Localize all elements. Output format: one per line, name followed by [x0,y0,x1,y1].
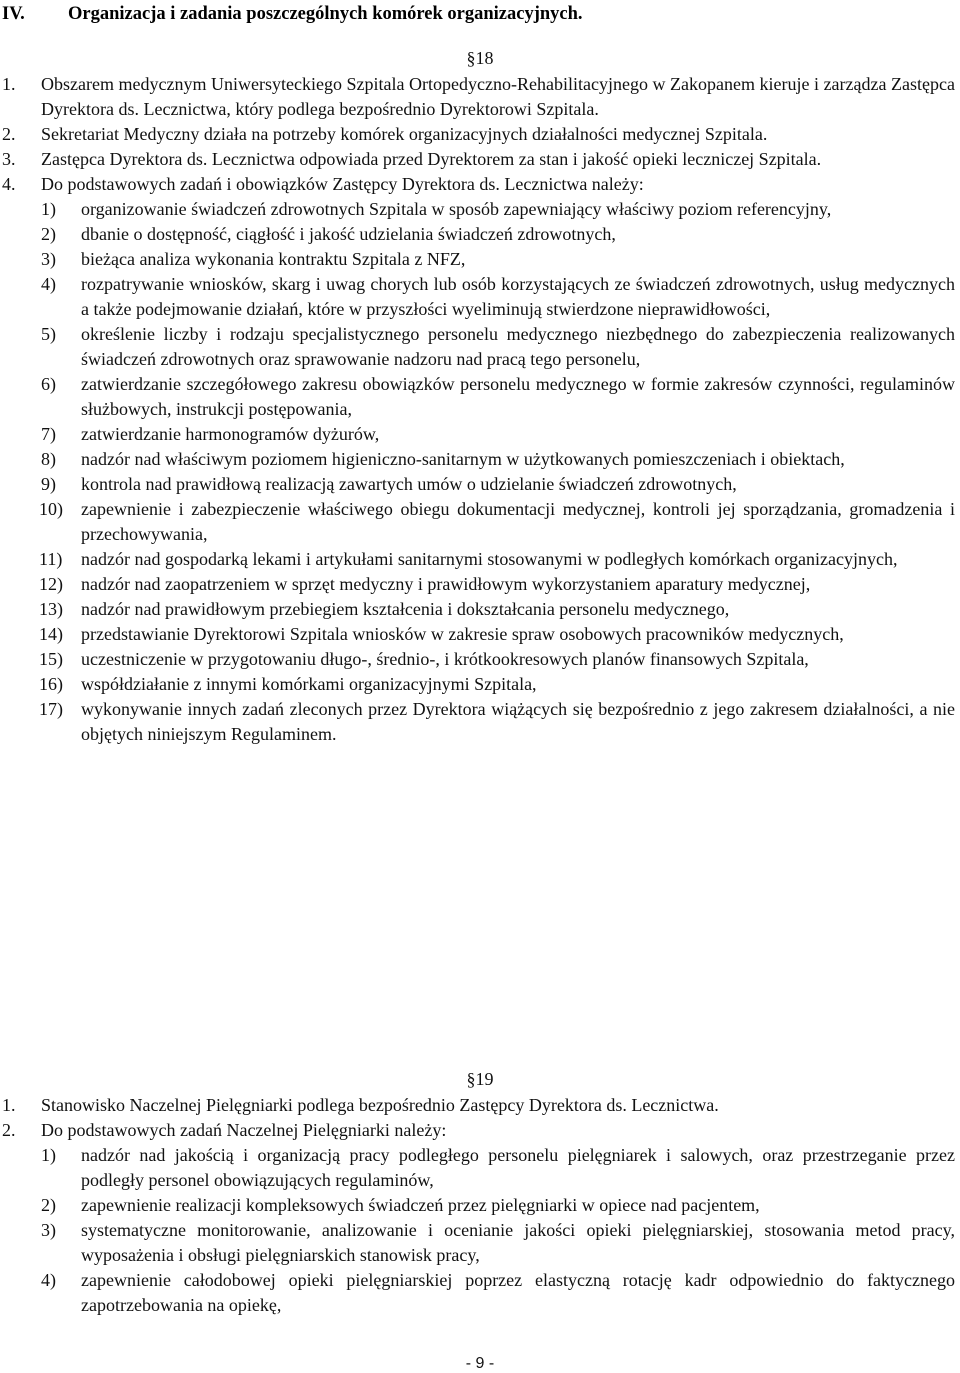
sub-item-number: 2) [41,1195,56,1215]
sub-item [2,547,955,572]
list-item [2,147,955,172]
sub-item [2,197,955,222]
sub-item-number: 7) [41,424,56,444]
sub-item [2,222,955,247]
list-item [2,122,955,147]
sub-item-text: kontrola nad prawidłową realizacją zawartych umów o udzielanie świadczeń zdrowotnych, [81,474,737,494]
sub-item-text: nadzór nad zaopatrzeniem w sprzęt medyczny i prawidłowym wykorzystaniem aparatury medycznej, [81,574,811,594]
list-item [2,72,955,122]
item-text: Do podstawowych zadań i obowiązków Zastępcy Dyrektora ds. Lecznictwa należy: [41,174,644,194]
sub-item [2,1218,955,1268]
sub-item-text: nadzór nad jakością i organizacją pracy podległego personelu pielęgniarek i salowych, oraz przestrzeganie przez podległy personel obowiązujących regulaminów, [81,1145,955,1190]
sub-item-number: 1) [41,199,56,219]
list-item [2,172,955,197]
sub-item-text: systematyczne monitorowanie, analizowanie i ocenianie jakości opieki pielęgniarskiej, stosowania metod pracy, wyposażenia i obsługi pielęgniarskich stanowisk pracy, [81,1220,955,1265]
sub-item-text: zapewnienie realizacji kompleksowych świadczeń przez pielęgniarki w opiece nad pacjentem, [81,1195,760,1215]
section-19-mark: §19 [466,1069,494,1089]
sub-item-number: 8) [41,449,56,469]
sub-item-text: nadzór nad właściwym poziomem higieniczno-sanitarnym w użytkowanych pomieszczeniach i obiektach, [81,449,845,469]
item-number: 1. [2,1095,16,1115]
sub-item-text: nadzór nad gospodarką lekami i artykułami sanitarnymi stosowanymi w podległych komórkach organizacyjnych, [81,549,898,569]
list-item [2,1093,955,1118]
item-number: 1. [2,74,16,94]
sub-item-text: nadzór nad prawidłowym przebiegiem kształcenia i dokształcania personelu medycznego, [81,599,730,619]
sub-item-number: 6) [41,374,56,394]
sub-item-number: 12) [39,574,63,594]
sub-item-number: 1) [41,1145,56,1165]
sub-item-number: 3) [41,1220,56,1240]
item-text: Do podstawowych zadań Naczelnej Pielęgniarki należy: [41,1120,447,1140]
sub-item [2,472,955,497]
sub-item-text: dbanie o dostępność, ciągłość i jakość udzielania świadczeń zdrowotnych, [81,224,616,244]
sub-item-text: organizowanie świadczeń zdrowotnych Szpitala w sposób zapewniający właściwy poziom referencyjny, [81,199,832,219]
sub-item-number: 17) [39,699,63,719]
sub-item [2,1143,955,1193]
sub-item [2,497,955,547]
sub-item [2,422,955,447]
sub-item-text: wykonywanie innych zadań zleconych przez Dyrektora wiążących się bezpośrednio z jego zakresem działalności, a nie objętych niniejszym Regulaminem. [81,699,955,744]
sub-item-text: uczestniczenie w przygotowaniu długo-, średnio-, i krótkookresowych planów finansowych Szpitala, [81,649,809,669]
sub-item-number: 14) [39,624,63,644]
page-number: - 9 - [465,1355,495,1372]
sub-item [2,572,955,597]
sub-item-text: bieżąca analiza wykonania kontraktu Szpitala z NFZ, [81,249,466,269]
sub-item [2,597,955,622]
item-text: Obszarem medycznym Uniwersyteckiego Szpitala Ortopedyczno-Rehabilitacyjnego w Zakopanem kieruje i zarządza Zastępca Dyrektora ds. Lecznictwa, który podlega bezpośrednio Dyrektorowi Szpitala. [41,74,955,119]
sub-item [2,1193,955,1218]
sub-item [2,697,955,747]
section-18-mark: §18 [466,48,494,68]
sub-item [2,272,955,322]
sub-item-number: 11) [39,549,63,569]
sub-item [2,672,955,697]
sub-item-number: 5) [41,324,56,344]
item-text: Sekretariat Medyczny działa na potrzeby komórek organizacyjnych działalności medycznej Szpitala. [41,124,768,144]
sub-item-text: zatwierdzanie harmonogramów dyżurów, [81,424,380,444]
sub-item-text: zapewnienie i zabezpieczenie właściwego obiegu dokumentacji medycznej, kontroli jej sporządzania, gromadzenia i przechowywania, [81,499,955,544]
item-text: Stanowisko Naczelnej Pielęgniarki podlega bezpośrednio Zastępcy Dyrektora ds. Lecznictwa. [41,1095,719,1115]
item-number: 4. [2,174,16,194]
item-number: 2. [2,1120,16,1140]
chapter-title: Organizacja i zadania poszczególnych komórek organizacyjnych. [68,4,583,24]
sub-item-text: określenie liczby i rodzaju specjalistycznego personelu medycznego niezbędnego do zabezpieczenia realizowanych świadczeń zdrowotnych oraz sprawowanie nadzoru nad pracą tego personelu, [81,324,955,369]
sub-item-number: 2) [41,224,56,244]
sub-item-number: 16) [39,674,63,694]
sub-item [2,647,955,672]
section-19-body [2,1093,955,1318]
item-number: 2. [2,124,16,144]
chapter-number: IV. [2,4,25,24]
sub-item-number: 15) [39,649,63,669]
sub-item [2,1268,955,1318]
item-number: 3. [2,149,16,169]
sub-item [2,372,955,422]
sub-item-number: 10) [39,499,63,519]
sub-item-text: zapewnienie całodobowej opieki pielęgniarskiej poprzez elastyczną rotację kadr odpowiednio do faktycznego zapotrzebowania na opiekę, [81,1270,955,1315]
sub-item [2,247,955,272]
section-18-body [2,72,955,747]
chapter-heading [2,2,583,26]
sub-item-text: zatwierdzanie szczegółowego zakresu obowiązków personelu medycznego w formie zakresów czynności, regulaminów służbowych, instrukcji postępowania, [81,374,955,419]
sub-item [2,622,955,647]
sub-item-number: 9) [41,474,56,494]
sub-item-text: przedstawianie Dyrektorowi Szpitala wniosków w zakresie spraw osobowych pracowników medycznych, [81,624,844,644]
sub-item-number: 3) [41,249,56,269]
sub-item-number: 13) [39,599,63,619]
sub-item-text: współdziałanie z innymi komórkami organizacyjnymi Szpitala, [81,674,537,694]
sub-item [2,447,955,472]
item-text: Zastępca Dyrektora ds. Lecznictwa odpowiada przed Dyrektorem za stan i jakość opieki leczniczej Szpitala. [41,149,822,169]
list-item [2,1118,955,1143]
sub-item-number: 4) [41,274,56,294]
sub-item-text: rozpatrywanie wniosków, skarg i uwag chorych lub osób korzystających ze świadczeń zdrowotnych, usług medycznych a także podejmowanie działań, które w przyszłości wyeliminują stwierdzone nieprawidłowości, [81,274,955,319]
sub-item [2,322,955,372]
sub-item-number: 4) [41,1270,56,1290]
